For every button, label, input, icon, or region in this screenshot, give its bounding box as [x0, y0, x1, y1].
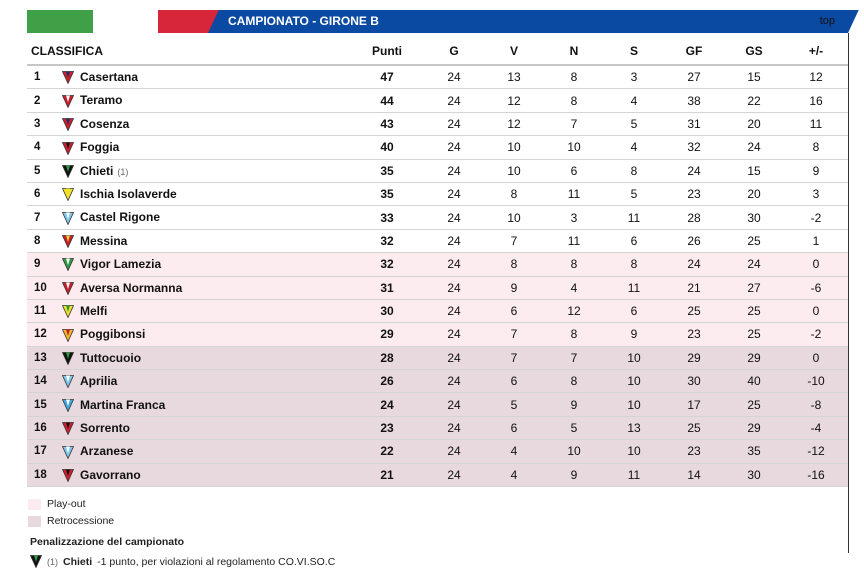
legend-relegation-swatch	[28, 516, 41, 527]
points-cell: 22	[350, 440, 424, 463]
goals-against-cell: 25	[724, 393, 784, 416]
goal-diff-cell: 12	[784, 65, 848, 89]
played-cell: 24	[424, 440, 484, 463]
wins-cell: 7	[484, 323, 544, 346]
goals-for-cell: 23	[664, 182, 724, 205]
team-cell[interactable]	[62, 253, 350, 276]
played-cell: 24	[424, 463, 484, 486]
goal-diff-cell: 16	[784, 89, 848, 112]
penalty-text: -1 punto, per violazioni al regolamento CO.VI.SO.C	[97, 555, 336, 568]
goals-for-cell: 25	[664, 299, 724, 322]
goals-for-cell: 23	[664, 440, 724, 463]
played-cell: 24	[424, 346, 484, 369]
played-cell: 24	[424, 89, 484, 112]
team-shield-icon	[62, 258, 74, 271]
position-cell: 1	[27, 65, 62, 89]
team-cell[interactable]	[62, 323, 350, 346]
team-name[interactable]: Aversa Normanna	[80, 280, 183, 295]
goals-against-cell: 35	[724, 440, 784, 463]
team-cell[interactable]	[62, 299, 350, 322]
wins-cell: 12	[484, 112, 544, 135]
goals-for-cell: 21	[664, 276, 724, 299]
team-cell[interactable]	[62, 112, 350, 135]
table-row	[27, 416, 848, 439]
goals-against-cell: 20	[724, 182, 784, 205]
flag-green-bar	[27, 10, 93, 33]
team-penalty-note: (1)	[117, 166, 129, 177]
draws-cell: 12	[544, 299, 604, 322]
goals-for-cell: 24	[664, 253, 724, 276]
header-punti: Punti	[350, 37, 424, 65]
team-cell[interactable]	[62, 393, 350, 416]
goals-against-cell: 30	[724, 206, 784, 229]
draws-cell: 4	[544, 276, 604, 299]
wins-cell: 7	[484, 229, 544, 252]
goals-for-cell: 17	[664, 393, 724, 416]
wins-cell: 13	[484, 65, 544, 89]
goals-against-cell: 27	[724, 276, 784, 299]
goals-against-cell: 22	[724, 89, 784, 112]
points-cell: 33	[350, 206, 424, 229]
goals-for-cell: 32	[664, 136, 724, 159]
team-shield-icon	[62, 165, 74, 178]
position-cell: 7	[27, 206, 62, 229]
goal-diff-cell: 9	[784, 159, 848, 182]
goals-for-cell: 30	[664, 370, 724, 393]
wins-cell: 10	[484, 206, 544, 229]
team-cell[interactable]	[62, 182, 350, 205]
team-name[interactable]: Teramo	[80, 93, 123, 108]
points-cell: 28	[350, 346, 424, 369]
goal-diff-cell: -8	[784, 393, 848, 416]
team-cell[interactable]	[62, 370, 350, 393]
team-name[interactable]: Melfi	[80, 303, 108, 318]
table-row	[27, 463, 848, 486]
draws-cell: 11	[544, 229, 604, 252]
table-row	[27, 276, 848, 299]
position-cell: 14	[27, 370, 62, 393]
table-row	[27, 136, 848, 159]
position-cell: 16	[27, 416, 62, 439]
position-cell: 10	[27, 276, 62, 299]
goals-for-cell: 28	[664, 206, 724, 229]
position-cell: 8	[27, 229, 62, 252]
table-row	[27, 346, 848, 369]
goal-diff-cell: -16	[784, 463, 848, 486]
position-cell: 15	[27, 393, 62, 416]
draws-cell: 8	[544, 89, 604, 112]
wins-cell: 8	[484, 182, 544, 205]
team-shield-icon	[62, 305, 74, 318]
points-cell: 35	[350, 182, 424, 205]
team-name[interactable]: Foggia	[80, 140, 120, 155]
team-name[interactable]: Martina Franca	[80, 397, 166, 412]
position-cell: 11	[27, 299, 62, 322]
losses-cell: 11	[604, 276, 664, 299]
position-cell: 13	[27, 346, 62, 369]
table-row	[27, 299, 848, 322]
team-name[interactable]: Messina	[80, 233, 128, 248]
team-shield-icon	[62, 235, 74, 248]
header-diff: +/-	[784, 37, 848, 65]
team-name[interactable]: Casertana	[80, 70, 139, 85]
wins-cell: 6	[484, 416, 544, 439]
league-title: CAMPIONATO - GIRONE B	[228, 14, 379, 28]
played-cell: 24	[424, 206, 484, 229]
table-row	[27, 370, 848, 393]
points-cell: 32	[350, 253, 424, 276]
team-cell[interactable]	[62, 416, 350, 439]
wins-cell: 10	[484, 136, 544, 159]
played-cell: 24	[424, 323, 484, 346]
position-cell: 3	[27, 112, 62, 135]
goals-for-cell: 26	[664, 229, 724, 252]
played-cell: 24	[424, 299, 484, 322]
header-v: V	[484, 37, 544, 65]
team-cell[interactable]	[62, 229, 350, 252]
top-link[interactable]: top	[819, 15, 835, 27]
team-shield-icon	[62, 71, 74, 84]
goals-against-cell: 29	[724, 416, 784, 439]
losses-cell: 10	[604, 393, 664, 416]
team-shield-icon	[62, 469, 74, 482]
goals-against-cell: 15	[724, 159, 784, 182]
losses-cell: 10	[604, 440, 664, 463]
draws-cell: 7	[544, 112, 604, 135]
team-shield-icon	[62, 95, 74, 108]
team-name[interactable]: Tuttocuoio	[80, 350, 142, 365]
position-cell: 12	[27, 323, 62, 346]
team-cell[interactable]	[62, 206, 350, 229]
points-cell: 43	[350, 112, 424, 135]
points-cell: 21	[350, 463, 424, 486]
position-cell: 4	[27, 136, 62, 159]
team-shield-icon	[62, 282, 74, 295]
losses-cell: 9	[604, 323, 664, 346]
losses-cell: 3	[604, 65, 664, 89]
table-row	[27, 253, 848, 276]
goals-against-cell: 29	[724, 346, 784, 369]
team-shield-icon	[62, 188, 74, 201]
losses-cell: 4	[604, 136, 664, 159]
team-shield-icon	[62, 142, 74, 155]
penalty-note: (1)	[47, 556, 58, 567]
points-cell: 40	[350, 136, 424, 159]
goals-for-cell: 38	[664, 89, 724, 112]
goal-diff-cell: 0	[784, 299, 848, 322]
penalty-item	[30, 555, 335, 568]
draws-cell: 8	[544, 323, 604, 346]
table-row	[27, 89, 848, 112]
team-name[interactable]: Sorrento	[80, 420, 131, 435]
goals-against-cell: 20	[724, 112, 784, 135]
team-name[interactable]: Cosenza	[80, 116, 130, 131]
table-row	[27, 159, 848, 182]
goal-diff-cell: -10	[784, 370, 848, 393]
team-name[interactable]: Poggibonsi	[80, 327, 146, 342]
team-shield-icon	[62, 329, 74, 342]
table-row	[27, 112, 848, 135]
goals-for-cell: 14	[664, 463, 724, 486]
wins-cell: 9	[484, 276, 544, 299]
played-cell: 24	[424, 65, 484, 89]
wins-cell: 6	[484, 299, 544, 322]
draws-cell: 9	[544, 463, 604, 486]
table-row	[27, 182, 848, 205]
position-cell: 2	[27, 89, 62, 112]
points-cell: 47	[350, 65, 424, 89]
losses-cell: 5	[604, 112, 664, 135]
header-gs: GS	[724, 37, 784, 65]
goals-against-cell: 30	[724, 463, 784, 486]
team-name[interactable]: Vigor Lamezia	[80, 257, 162, 272]
table-row	[27, 393, 848, 416]
penalties-title: Penalizzazione del campionato	[30, 536, 185, 548]
points-cell: 32	[350, 229, 424, 252]
losses-cell: 11	[604, 463, 664, 486]
goals-for-cell: 24	[664, 159, 724, 182]
goals-for-cell: 31	[664, 112, 724, 135]
draws-cell: 8	[544, 65, 604, 89]
team-cell[interactable]	[62, 463, 350, 486]
team-cell[interactable]	[62, 346, 350, 369]
goals-against-cell: 24	[724, 253, 784, 276]
played-cell: 24	[424, 276, 484, 299]
losses-cell: 8	[604, 159, 664, 182]
losses-cell: 11	[604, 206, 664, 229]
team-cell[interactable]	[62, 276, 350, 299]
goals-for-cell: 29	[664, 346, 724, 369]
position-cell: 5	[27, 159, 62, 182]
position-cell: 17	[27, 440, 62, 463]
goal-diff-cell: -2	[784, 206, 848, 229]
played-cell: 24	[424, 112, 484, 135]
table-row	[27, 206, 848, 229]
team-cell[interactable]	[62, 65, 350, 89]
played-cell: 24	[424, 370, 484, 393]
penalty-team[interactable]: Chieti	[63, 555, 93, 568]
team-name[interactable]: Aprilia	[80, 374, 118, 389]
team-name[interactable]: Gavorrano	[80, 467, 141, 482]
played-cell: 24	[424, 393, 484, 416]
goal-diff-cell: 11	[784, 112, 848, 135]
points-cell: 30	[350, 299, 424, 322]
draws-cell: 6	[544, 159, 604, 182]
draws-cell: 9	[544, 393, 604, 416]
goal-diff-cell: 3	[784, 182, 848, 205]
wins-cell: 8	[484, 253, 544, 276]
goals-against-cell: 24	[724, 136, 784, 159]
points-cell: 31	[350, 276, 424, 299]
points-cell: 26	[350, 370, 424, 393]
goals-against-cell: 25	[724, 229, 784, 252]
losses-cell: 13	[604, 416, 664, 439]
draws-cell: 5	[544, 416, 604, 439]
draws-cell: 10	[544, 440, 604, 463]
team-name[interactable]: Arzanese	[80, 444, 134, 459]
played-cell: 24	[424, 159, 484, 182]
table-header-row	[27, 37, 848, 65]
wins-cell: 7	[484, 346, 544, 369]
played-cell: 24	[424, 136, 484, 159]
table-row	[27, 323, 848, 346]
header-gf: GF	[664, 37, 724, 65]
team-cell[interactable]	[62, 136, 350, 159]
goal-diff-cell: -6	[784, 276, 848, 299]
header-n: N	[544, 37, 604, 65]
table-row	[27, 229, 848, 252]
draws-cell: 11	[544, 182, 604, 205]
points-cell: 35	[350, 159, 424, 182]
standings-body	[27, 65, 848, 487]
wins-cell: 12	[484, 89, 544, 112]
team-name[interactable]: Chieti	[80, 163, 114, 178]
table-row	[27, 65, 848, 89]
team-shield-icon	[62, 422, 74, 435]
goals-against-cell: 40	[724, 370, 784, 393]
points-cell: 24	[350, 393, 424, 416]
header-classifica: CLASSIFICA	[27, 37, 350, 65]
header-s: S	[604, 37, 664, 65]
goals-for-cell: 27	[664, 65, 724, 89]
team-shield-icon	[30, 555, 42, 568]
points-cell: 23	[350, 416, 424, 439]
points-cell: 29	[350, 323, 424, 346]
wins-cell: 6	[484, 370, 544, 393]
goals-for-cell: 25	[664, 416, 724, 439]
position-cell: 9	[27, 253, 62, 276]
losses-cell: 6	[604, 299, 664, 322]
position-cell: 18	[27, 463, 62, 486]
right-border	[848, 33, 849, 553]
wins-cell: 10	[484, 159, 544, 182]
team-name[interactable]: Castel Rigone	[80, 210, 161, 225]
goals-against-cell: 15	[724, 65, 784, 89]
goals-for-cell: 23	[664, 323, 724, 346]
team-shield-icon	[62, 118, 74, 131]
wins-cell: 5	[484, 393, 544, 416]
standings-table	[27, 37, 848, 487]
goals-against-cell: 25	[724, 323, 784, 346]
losses-cell: 6	[604, 229, 664, 252]
draws-cell: 8	[544, 370, 604, 393]
table-row	[27, 440, 848, 463]
played-cell: 24	[424, 416, 484, 439]
team-shield-icon	[62, 212, 74, 225]
wins-cell: 4	[484, 440, 544, 463]
losses-cell: 5	[604, 182, 664, 205]
draws-cell: 10	[544, 136, 604, 159]
legend-playout-label: Play-out	[47, 498, 86, 510]
legend-playout-swatch	[28, 499, 41, 510]
legend-relegation-label: Retrocessione	[47, 515, 115, 527]
header-g: G	[424, 37, 484, 65]
played-cell: 24	[424, 253, 484, 276]
played-cell: 24	[424, 182, 484, 205]
team-shield-icon	[62, 446, 74, 459]
goal-diff-cell: -4	[784, 416, 848, 439]
goal-diff-cell: 0	[784, 253, 848, 276]
team-cell[interactable]	[62, 89, 350, 112]
draws-cell: 7	[544, 346, 604, 369]
team-shield-icon	[62, 399, 74, 412]
losses-cell: 8	[604, 253, 664, 276]
goal-diff-cell: -12	[784, 440, 848, 463]
played-cell: 24	[424, 229, 484, 252]
points-cell: 44	[350, 89, 424, 112]
team-shield-icon	[62, 352, 74, 365]
team-shield-icon	[62, 375, 74, 388]
team-cell[interactable]	[62, 440, 350, 463]
goals-against-cell: 25	[724, 299, 784, 322]
draws-cell: 8	[544, 253, 604, 276]
losses-cell: 10	[604, 370, 664, 393]
team-name[interactable]: Ischia Isolaverde	[80, 186, 177, 201]
losses-cell: 4	[604, 89, 664, 112]
team-cell[interactable]	[62, 159, 350, 182]
losses-cell: 10	[604, 346, 664, 369]
draws-cell: 3	[544, 206, 604, 229]
wins-cell: 4	[484, 463, 544, 486]
goal-diff-cell: 1	[784, 229, 848, 252]
goal-diff-cell: 8	[784, 136, 848, 159]
goal-diff-cell: -2	[784, 323, 848, 346]
goal-diff-cell: 0	[784, 346, 848, 369]
position-cell: 6	[27, 182, 62, 205]
